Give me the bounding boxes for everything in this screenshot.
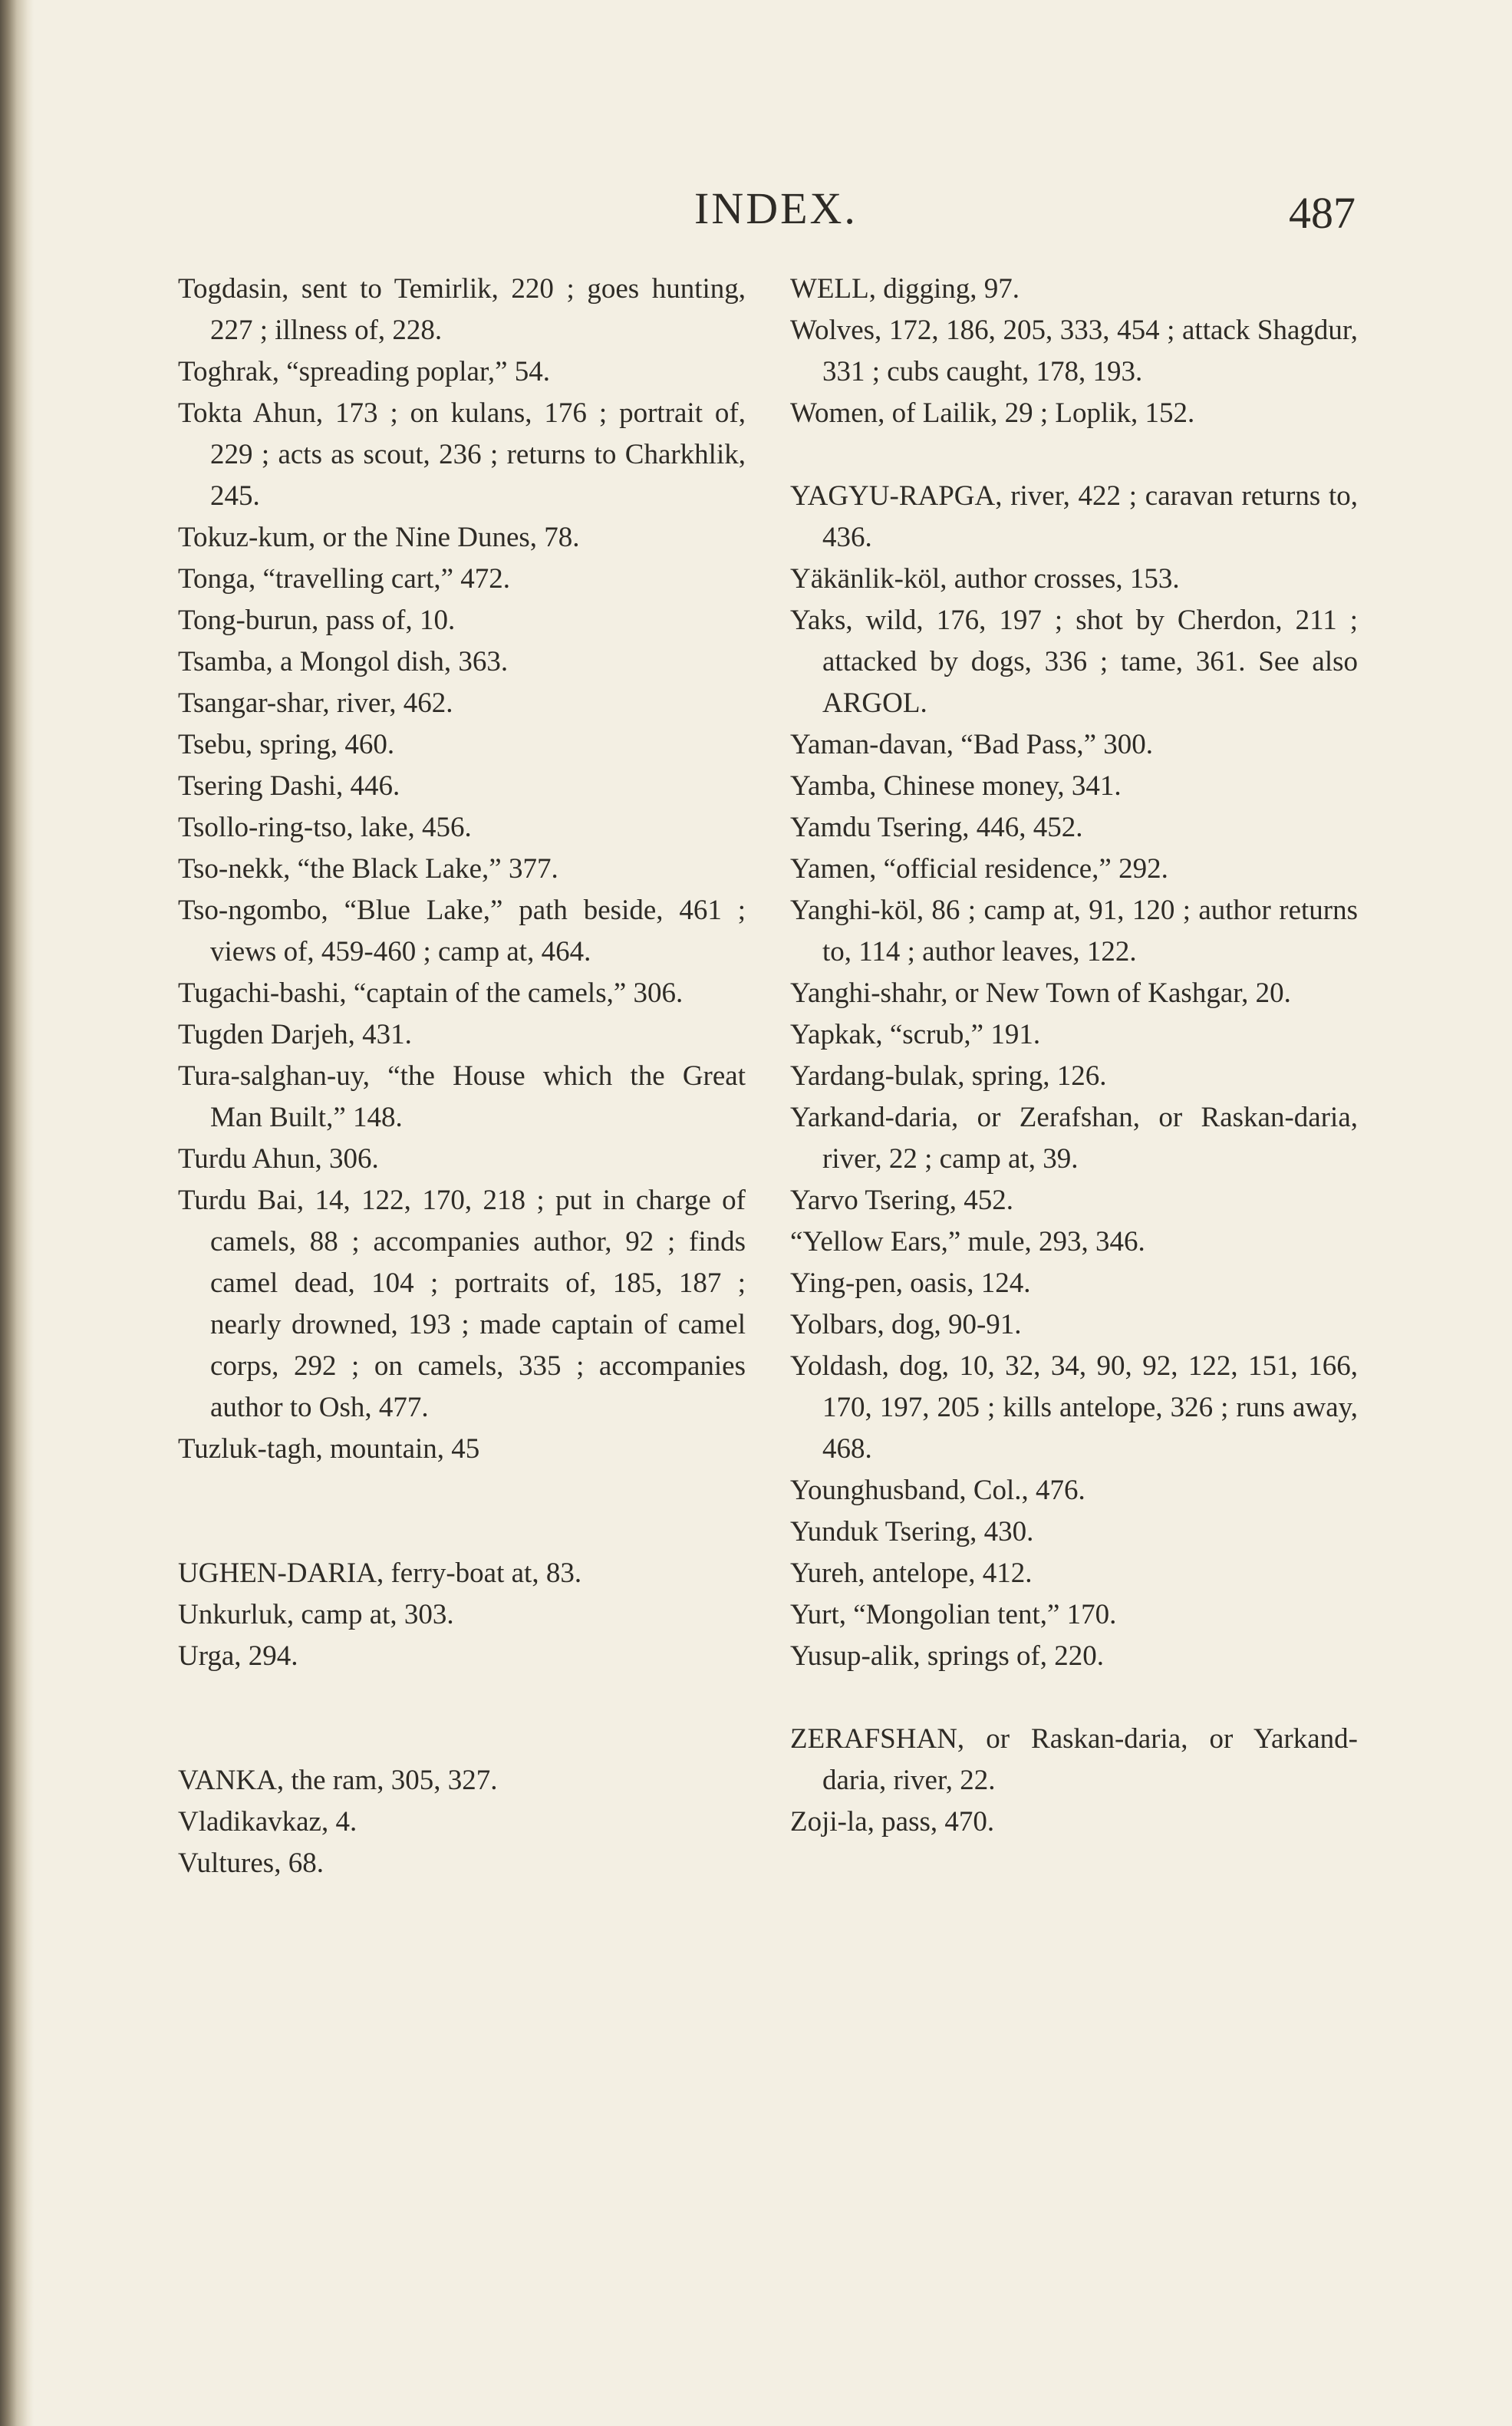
index-entry: Tonga, “travelling cart,” 472. [178, 563, 511, 595]
index-entry: Tso-ngombo, “Blue Lake,” path beside, 461 ; views of, 459-460 ; camp at, 464. [178, 895, 746, 967]
index-entry: Younghusband, Col., 476. [790, 1475, 1085, 1506]
index-entry: Yanghi-shahr, or New Town of Kashgar, 20. [790, 977, 1291, 1009]
index-entry: Wolves, 172, 186, 205, 333, 454 ; attack Shagdur, 331 ; cubs caught, 178, 193. [790, 315, 1358, 387]
index-entry: Yurt, “Mongolian tent,” 170. [790, 1599, 1117, 1630]
index-entry: Tong-burun, pass of, 10. [178, 605, 456, 636]
right-column [790, 269, 1358, 1843]
index-entry: Toghrak, “spreading poplar,” 54. [178, 356, 550, 387]
index-entry: “Yellow Ears,” mule, 293, 346. [790, 1226, 1145, 1257]
left-column [178, 269, 746, 1884]
index-entry: Tura-salghan-uy, “the House which the Great Man Built,” 148. [178, 1060, 746, 1133]
index-entry: Yardang-bulak, spring, 126. [790, 1060, 1107, 1092]
index-entry: Yamdu Tsering, 446, 452. [790, 812, 1083, 843]
running-head [0, 178, 1512, 239]
index-entry: WELL, digging, 97. [790, 273, 1020, 305]
index-entry: Tokuz-kum, or the Nine Dunes, 78. [178, 522, 580, 553]
index-entry: Yaman-davan, “Bad Pass,” 300. [790, 729, 1154, 760]
index-entry: Yunduk Tsering, 430. [790, 1516, 1034, 1548]
index-entry: Unkurluk, camp at, 303. [178, 1599, 454, 1630]
index-entry: Tsangar-shar, river, 462. [178, 687, 453, 719]
index-entry: Tsamba, a Mongol dish, 363. [178, 646, 509, 677]
index-entry: Women, of Lailik, 29 ; Loplik, 152. [790, 397, 1195, 429]
index-entry: Yamen, “official residence,” 292. [790, 853, 1168, 885]
page-number: 487 [1289, 188, 1356, 238]
section-gap [790, 434, 1358, 476]
book-binding-edge [0, 0, 34, 2426]
section-gap [178, 1470, 746, 1553]
section-gap [790, 1677, 1358, 1719]
index-entry: Tso-nekk, “the Black Lake,” 377. [178, 853, 558, 885]
index-entry: Tuzluk-tagh, mountain, 45 [178, 1433, 480, 1465]
index-entry: Togdasin, sent to Temirlik, 220 ; goes hunting, 227 ; illness of, 228. [178, 273, 746, 346]
index-entry: Ying-pen, oasis, 124. [790, 1267, 1031, 1299]
index-entry: UGHEN-DARIA, ferry-boat at, 83. [178, 1557, 582, 1589]
index-entry: Tugden Darjeh, 431. [178, 1019, 412, 1050]
index-entry: Yanghi-köl, 86 ; camp at, 91, 120 ; author returns to, 114 ; author leaves, 122. [790, 895, 1358, 967]
section-gap [178, 1677, 746, 1760]
index-entry: Tsebu, spring, 460. [178, 729, 395, 760]
index-entry: Urga, 294. [178, 1640, 298, 1672]
index-entry: Tugachi-bashi, “captain of the camels,” 306. [178, 977, 684, 1009]
index-entry: Zoji-la, pass, 470. [790, 1806, 995, 1838]
index-entry: Yoldash, dog, 10, 32, 34, 90, 92, 122, 151, 166, 170, 197, 205 ; kills antelope, 326 ; runs away, 468. [790, 1350, 1358, 1465]
index-entry: Turdu Bai, 14, 122, 170, 218 ; put in charge of camels, 88 ; accompanies author, 92 ; finds camel dead, 104 ; portraits of, 185, 187 ; nearly drowned, 193 ; made captain of camel corps, 292 ; on camels, 335 ; accompanies author to Osh, 477. [178, 1185, 746, 1423]
index-entry: Turdu Ahun, 306. [178, 1143, 379, 1175]
index-entry: Vladikavkaz, 4. [178, 1806, 357, 1838]
index-entry: VANKA, the ram, 305, 327. [178, 1765, 498, 1796]
index-entry: Yäkänlik-köl, author crosses, 153. [790, 563, 1180, 595]
index-entry: Yusup-alik, springs of, 220. [790, 1640, 1105, 1672]
index-entry: Tokta Ahun, 173 ; on kulans, 176 ; portrait of, 229 ; acts as scout, 236 ; returns to Charkhlik, 245. [178, 397, 746, 512]
index-entry: ZERAFSHAN, or Raskan-daria, or Yarkand-daria, river, 22. [790, 1723, 1358, 1796]
index-entry: Yarvo Tsering, 452. [790, 1185, 1014, 1216]
index-entry: YAGYU-RAPGA, river, 422 ; caravan returns to, 436. [790, 480, 1358, 553]
index-entry: Yaks, wild, 176, 197 ; shot by Cherdon, 211 ; attacked by dogs, 336 ; tame, 361. See also ARGOL. [790, 605, 1358, 719]
index-entry: Yarkand-daria, or Zerafshan, or Raskan-daria, river, 22 ; camp at, 39. [790, 1102, 1358, 1175]
page-title: INDEX. [694, 183, 858, 233]
index-entry: Yapkak, “scrub,” 191. [790, 1019, 1041, 1050]
index-entry: Tsering Dashi, 446. [178, 770, 400, 802]
index-entry: Vultures, 68. [178, 1848, 324, 1879]
index-entry: Yamba, Chinese money, 341. [790, 770, 1122, 802]
index-entry: Yureh, antelope, 412. [790, 1557, 1033, 1589]
index-entry: Yolbars, dog, 90-91. [790, 1309, 1022, 1340]
index-entry: Tsollo-ring-tso, lake, 456. [178, 812, 472, 843]
